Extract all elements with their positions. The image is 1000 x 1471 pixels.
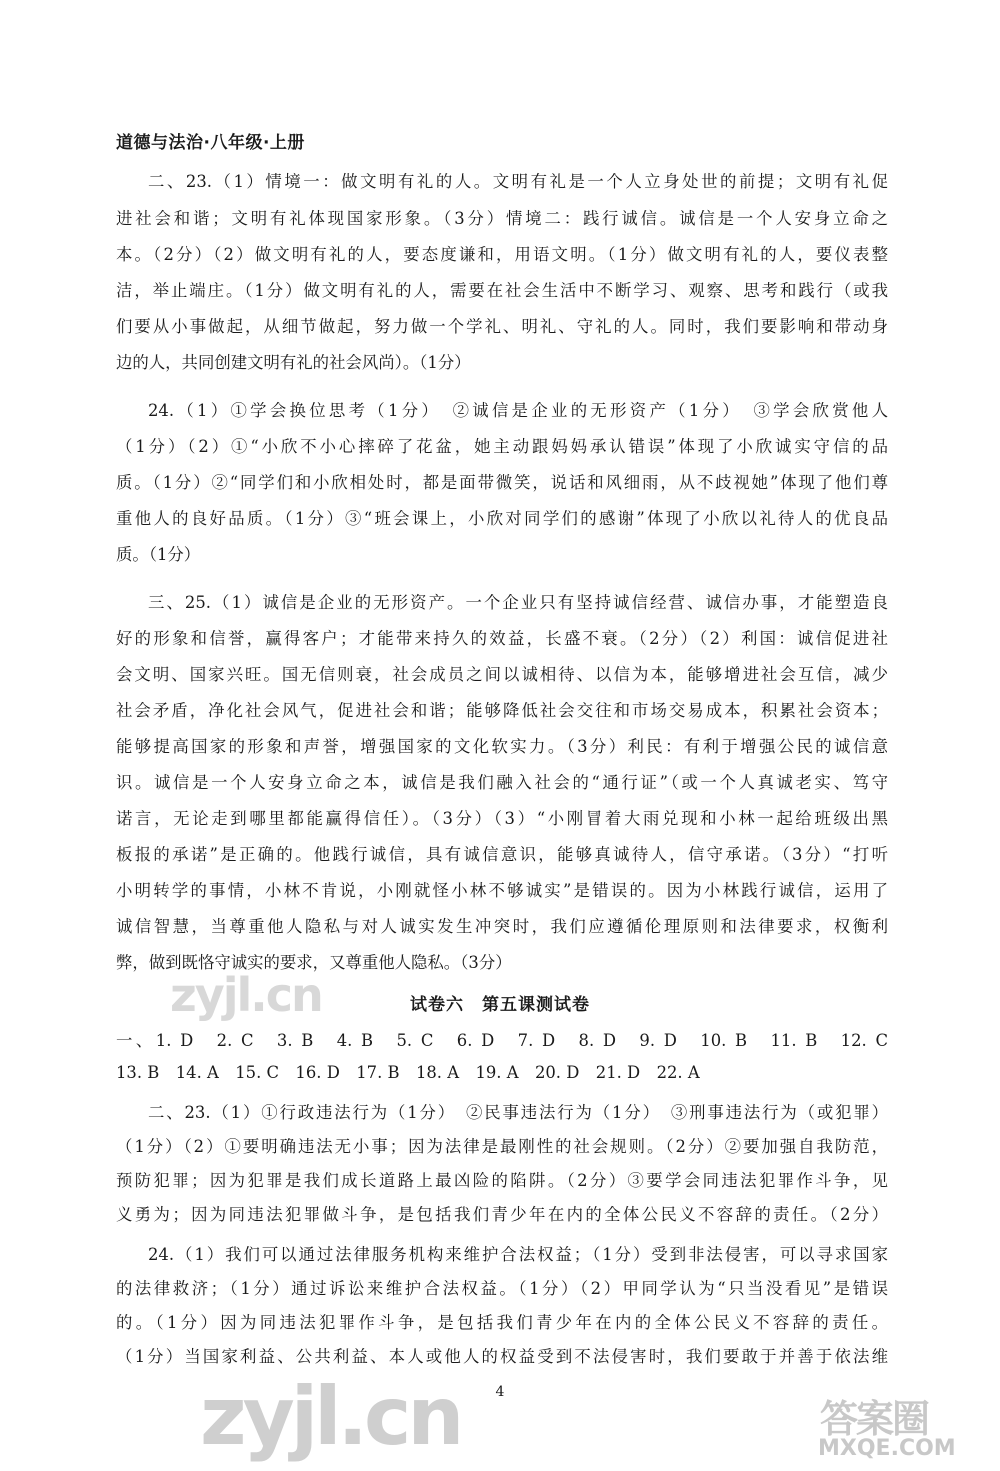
page-header-title: 道德与法治·八年级·上册	[116, 133, 305, 153]
text-line: 板报的承诺”是正确的。他践行诚信，具有诚信意识，能够真诚待人，信守承诺。（3分）“打听	[116, 845, 888, 864]
text-line: 24.（1）①学会换位思考（1分） ②诚信是企业的无形资产（1分） ③学会欣赏他人	[148, 401, 888, 420]
text-line: 的。（1分）因为同违法犯罪作斗争，是包括我们青少年在内的全体公民义不容辞的责任。	[116, 1313, 888, 1332]
text-line: （1分）当国家利益、公共利益、本人或他人的权益受到不法侵害时，我们要敢于并善于依法维	[116, 1347, 888, 1366]
watermark-big: zyjl.cn	[200, 1370, 461, 1463]
text-line: 洁，举止端庄。（1分）做文明有礼的人，需要在社会生活中不断学习、观察、思考和践行（或我	[116, 281, 888, 300]
text-line: 一、1. D 2. C 3. B 4. B 5. C 6. D 7. D 8. D 9. D 10. B 11. B 12. C	[116, 1031, 888, 1050]
text-line: 识。诚信是一个人安身立命之本，诚信是我们融入社会的“通行证”（或一个人真诚老实、笃守	[116, 773, 888, 792]
text-line: 的法律救济；（1分）通过诉讼来维护合法权益。（1分）（2）甲同学认为“只当没看见”是错误	[116, 1279, 888, 1298]
section-six-title: 试卷六 第五课测试卷	[410, 995, 590, 1015]
watermark-domain: MXQE.COM	[818, 1436, 956, 1461]
text-line: 能够提高国家的形象和声誉，增强国家的文化软实力。（3分）利民：有利于增强公民的诚信意	[116, 737, 888, 756]
text-line: 们要从小事做起，从细节做起，努力做一个学礼、明礼、守礼的人。同时，我们要影响和带动身	[116, 317, 888, 336]
text-line: 二、23.（1）①行政违法行为（1分） ②民事违法行为（1分） ③刑事违法行为（或犯罪）	[148, 1103, 888, 1122]
text-line: 本。（2分）（2）做文明有礼的人，要态度谦和，用语文明。（1分）做文明有礼的人，要仪表整	[116, 245, 888, 264]
text-line: 诺言，无论走到哪里都能赢得信任）。（3分）（3）“小刚冒着大雨兑现和小林一起给班级出黑	[116, 809, 888, 828]
text-line: 诚信智慧，当尊重他人隐私与对人诚实发生冲突时，我们应遵循伦理原则和法律要求，权衡利	[116, 917, 888, 936]
text-line: 24.（1）我们可以通过法律服务机构来维护合法权益；（1分）受到非法侵害，可以寻求国家	[148, 1245, 888, 1264]
text-line: 二、23.（1）情境一：做文明有礼的人。文明有礼是一个人立身处世的前提；文明有礼促	[148, 172, 888, 191]
text-line: （1分）（2）①“小欣不小心摔碎了花盆，她主动跟妈妈承认错误”体现了小欣诚实守信的品	[116, 437, 888, 456]
watermark-logo: 答案圈	[820, 1397, 929, 1441]
text-line: 弊，做到既恪守诚实的要求，又尊重他人隐私。（3分）	[116, 953, 512, 972]
page-number: 4	[495, 1384, 505, 1400]
text-line: 预防犯罪；因为犯罪是我们成长道路上最凶险的陷阱。（2分）③要学会同违法犯罪作斗争，见	[116, 1171, 888, 1190]
text-line: 义勇为；因为同违法犯罪做斗争，是包括我们青少年在内的全体公民义不容辞的责任。（2分）	[116, 1205, 888, 1224]
text-line: 会文明、国家兴旺。国无信则衰，社会成员之间以诚相待、以信为本，能够增进社会互信，减少	[116, 665, 888, 684]
text-line: 边的人，共同创建文明有礼的社会风尚）。（1分）	[116, 353, 471, 372]
text-line: 进社会和谐；文明有礼体现国家形象。（3分）情境二：践行诚信。诚信是一个人安身立命之	[116, 209, 888, 228]
text-line: 好的形象和信誉，赢得客户；才能带来持久的效益，长盛不衰。（2分）（2）利国：诚信促进社	[116, 629, 888, 648]
watermark-mid: zyjl.cn	[170, 968, 322, 1022]
text-line: 质。（1分）	[116, 545, 201, 564]
text-line: 小明转学的事情，小林不肯说，小刚就怪小林不够诚实”是错误的。因为小林践行诚信，运用了	[116, 881, 888, 900]
text-line: 重他人的良好品质。（1分）③“班会课上，小欣对同学们的感谢”体现了小欣以礼待人的优良品	[116, 509, 888, 528]
text-line: 13. B 14. A 15. C 16. D 17. B 18. A 19. A 20. D 21. D 22. A	[116, 1063, 700, 1082]
text-line: 社会矛盾，净化社会风气，促进社会和谐；能够降低社会交往和市场交易成本，积累社会资本；	[116, 701, 888, 720]
text-line: 三、25.（1）诚信是企业的无形资产。一个企业只有坚持诚信经营、诚信办事，才能塑造良	[148, 593, 888, 612]
text-line: 质。（1分）②“同学们和小欣相处时，都是面带微笑，说话和风细雨，从不歧视她”体现了他们尊	[116, 473, 888, 492]
text-line: （1分）（2）①要明确违法无小事；因为法律是最刚性的社会规则。（2分）②要加强自我防范，	[116, 1137, 888, 1156]
